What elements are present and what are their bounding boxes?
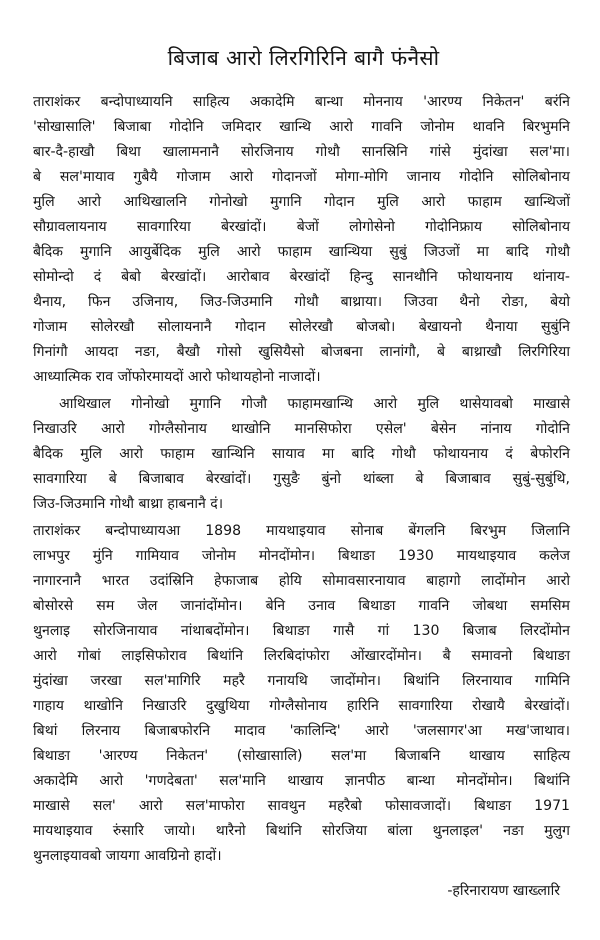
text-line: ताराशंकर बन्दोपाध्यायनि साहित्य अकादेमि बान्था मोननाय 'आरण्य निकेतन' बरंनि xyxy=(33,94,570,110)
text-line: माखासे सल' आरो सल'माफोरा सावथुन महरैबो फोसावजादों। बिथाङा 1971 xyxy=(33,798,570,814)
text-line: सौग्रावलायनाय सावगारिया बेरखांदों। बेजों लोगोसेनो गोदोनिफ्राय सोलिबोनाय xyxy=(33,219,570,235)
paragraph xyxy=(33,392,570,517)
text-line: थुनलाइ सोरजिनायाव नांथाबदोंमोन। बिथाङा गासै गां 130 बिजाब लिरदोंमोन xyxy=(33,623,570,639)
text-line: मायथाइयाव रुंसारि जायो। थारैनो बिथांनि सोरजिया बांला थुनलाइल' नङा मुलुग xyxy=(33,823,570,839)
text-line: गिनांगौ आयदा नङा, बैखौ गोसो खुसियैसो बोजबना लानांगौ, बे बाथ्राखौ लिरगिरिया xyxy=(33,344,570,360)
text-line: लाभपुर मुंनि गामियाव जोनोम मोनदोंमोन। बिथाङा 1930 मायथाइयाव कलेज xyxy=(33,548,570,564)
text-line: सावगारिया बे बिजाबाव बेरखांदों। गुसुङै बुंनो थांब्ला बे बिजाबाव सुबुं-सुबुंथि, xyxy=(33,471,570,487)
text-line: बैदिक मुगानि आयुर्बेदिक मुलि आरो फाहाम खान्थिया सुबुं जिउजों मा बादि गोथौ xyxy=(33,244,570,260)
text-line: बिथाङा 'आरण्य निकेतन' (सोखासालि) सल'मा बिजाबनि थाखाय साहित्य xyxy=(33,748,570,764)
text-line: आरो गोबां लाइसिफोराव बिथांनि लिरबिदांफोरा ओंखारदोंमोन। बै समावनो बिथाङा xyxy=(33,648,570,664)
text-line: जिउ-जिउमानि गोथौ बाथ्रा हाबनानै दं। xyxy=(33,496,224,512)
author-signature: -हरिनारायण खाख्लारि xyxy=(447,883,560,899)
text-line: आध्यात्मिक राव जोंफोरमायदों आरो फोथायहोनो नाजादों। xyxy=(33,369,321,385)
text-line: थैनाय, फिन उजिनाय, जिउ-जिउमानि गोथौ बाथ्राया। जिउवा थैनो रोङा, बेयो xyxy=(33,294,570,310)
page-title: बिजाब आरो लिरगिरिनि बागै फंनैसो xyxy=(167,46,440,70)
text-line: मुलि आरो आथिखालनि गोनोखो मुगानि गोदान मुलि आरो फाहाम खान्थिजों xyxy=(33,194,570,210)
text-line: बोसोरसे सम जेल जानांदोंमोन। बेनि उनाव बिथाङा गावनि जोबथा समसिम xyxy=(33,598,570,614)
paragraph xyxy=(33,519,570,869)
text-line: गोजाम सोलेरखौ सोलायनानै गोदान सोलेरखौ बोजबो। बेखायनो थैनाया सुबुंनि xyxy=(33,319,570,335)
text-line: बैदिक मुलि आरो फाहाम खान्थिनि सायाव मा बादि गोथौ फोथायनाय दं बेफोरनि xyxy=(33,446,570,462)
text-line: आथिखाल गोनोखो मुगानि गोजौ फाहामखान्थि आरो मुलि थासेयावबो माखासे xyxy=(59,396,570,412)
text-line: नागारनानै भारत उदांस्रिनि हेफाजाब होयि सोमावसारनायाव बाहागो लादोंमोन आरो xyxy=(33,573,570,589)
text-line: 'सोखासालि' बिजाबा गोदोनि जमिदार खान्थि आरो गावनि जोनोम थावनि बिरभुमनि xyxy=(33,119,570,135)
text-line: बे सल'मायाव गुबैयै गोजाम आरो गोदानजों मोगा-मोगि जानाय गोदोनि सोलिबोनाय xyxy=(33,169,570,185)
text-line: मुंदांखा जरखा सल'मागिरि महरै गनायथि जादोंमोन। बिथांनि लिरनायाव गामिनि xyxy=(33,673,570,689)
text-line: निखाउरि आरो गोग्लैसोनाय थाखोनि मानसिफोरा एसेल' बेसेन नांनाय गोदोनि xyxy=(33,421,570,437)
paragraph xyxy=(33,90,570,390)
text-line: बिथां लिरनाय बिजाबफोरनि मादाव 'कालिन्दि' आरो 'जलसागर'आ मख'जाथाव। xyxy=(33,723,570,739)
text-line: ताराशंकर बन्दोपाध्यायआ 1898 मायथाइयाव सोनाब बेंगलनि बिरभुम जिलानि xyxy=(33,523,570,539)
text-line: थुनलाइयावबो जायगा आवग्रिनो हादों। xyxy=(33,848,222,864)
body-text xyxy=(33,90,570,869)
text-line: बार-दै-हाखौ बिथा खालामनानै सोरजिनाय गोथौ सानस्रिनि गांसे मुंदांखा सल'मा। xyxy=(33,144,570,160)
text-line: गाहाय थाखोनि निखाउरि दुखुथिया गोग्लैसोनाय हारिनि सावगारिया रोखायै बेरखांदों। xyxy=(33,698,570,714)
text-line: सोमोन्दो दं बेबो बेरखांदों। आरोबाव बेरखांदों हिन्दु सानथौनि फोथायनाय थांनाय- xyxy=(33,269,570,285)
text-line: अकादेमि आरो 'गणदेबता' सल'मानि थाखाय ज्ञानपीठ बान्था मोनदोंमोन। बिथांनि xyxy=(33,773,570,789)
